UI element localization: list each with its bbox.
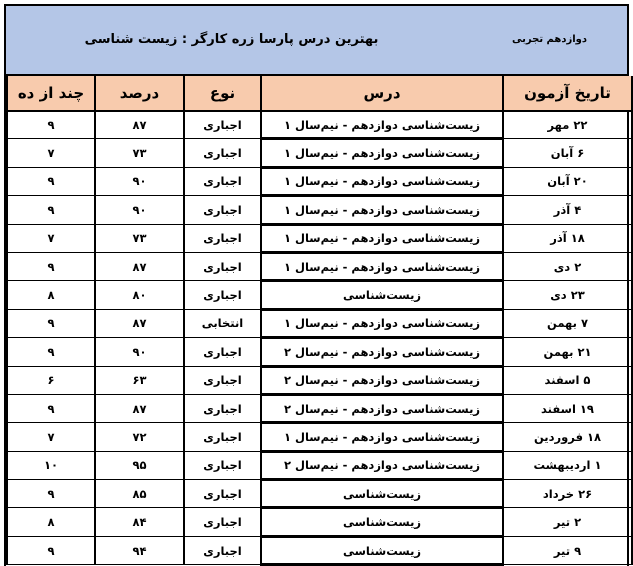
cell-type: اجباری — [184, 338, 261, 366]
cell-date: ۴ آذر — [503, 196, 632, 224]
cell-type: اجباری — [184, 167, 261, 195]
cell-course: زیست‌شناسی — [261, 281, 503, 309]
cell-date: ۹ تیر — [503, 536, 632, 564]
cell-type: اجباری — [184, 224, 261, 252]
cell-percent: ۸۷ — [95, 309, 184, 337]
cell-type: اجباری — [184, 394, 261, 422]
results-table — [6, 76, 633, 566]
results-sheet — [4, 4, 629, 566]
table-row — [7, 480, 632, 508]
table-row — [7, 423, 632, 451]
cell-score: ۹ — [7, 394, 95, 422]
cell-score: ۹ — [7, 338, 95, 366]
cell-percent: ۸۷ — [95, 111, 184, 139]
cell-course: زیست‌شناسی دوازدهم - نیم‌سال ۱ — [261, 111, 503, 139]
cell-date: ۲۲ مهر — [503, 111, 632, 139]
cell-date: ۱۸ فروردین — [503, 423, 632, 451]
cell-score: ۹ — [7, 111, 95, 139]
cell-percent: ۹۰ — [95, 196, 184, 224]
cell-score: ۸ — [7, 281, 95, 309]
cell-percent: ۸۴ — [95, 508, 184, 536]
table-row — [7, 167, 632, 195]
cell-type: اجباری — [184, 111, 261, 139]
table-row — [7, 139, 632, 167]
cell-date: ۲۶ خرداد — [503, 480, 632, 508]
cell-course: زیست‌شناسی — [261, 536, 503, 564]
cell-course: زیست‌شناسی دوازدهم - نیم‌سال ۲ — [261, 338, 503, 366]
cell-date: ۲۱ بهمن — [503, 338, 632, 366]
cell-score: ۹ — [7, 252, 95, 280]
cell-type: اجباری — [184, 423, 261, 451]
cell-percent: ۸۵ — [95, 480, 184, 508]
cell-percent: ۹۵ — [95, 451, 184, 479]
cell-course: زیست‌شناسی دوازدهم - نیم‌سال ۱ — [261, 423, 503, 451]
cell-course: زیست‌شناسی — [261, 480, 503, 508]
table-row — [7, 309, 632, 337]
column-header-type: نوع — [184, 76, 261, 111]
cell-course: زیست‌شناسی دوازدهم - نیم‌سال ۱ — [261, 167, 503, 195]
cell-percent: ۹۰ — [95, 338, 184, 366]
column-header-percent: درصد — [95, 76, 184, 111]
cell-course: زیست‌شناسی دوازدهم - نیم‌سال ۱ — [261, 252, 503, 280]
page-title: بهترین درس پارسا زره کارگر : زیست شناسی — [84, 32, 379, 47]
table-row — [7, 196, 632, 224]
cell-percent: ۶۳ — [95, 366, 184, 394]
cell-score: ۹ — [7, 309, 95, 337]
cell-type: اجباری — [184, 536, 261, 564]
cell-date: ۱ اردیبهشت — [503, 451, 632, 479]
cell-type: اجباری — [184, 508, 261, 536]
table-row — [7, 366, 632, 394]
cell-date: ۲۰ آبان — [503, 167, 632, 195]
title-banner — [6, 6, 627, 76]
cell-course: زیست‌شناسی دوازدهم - نیم‌سال ۱ — [261, 224, 503, 252]
column-header-date: تاریخ آزمون — [503, 76, 632, 111]
cell-date: ۲ دی — [503, 252, 632, 280]
table-row — [7, 252, 632, 280]
cell-score: ۱۰ — [7, 451, 95, 479]
cell-date: ۱۹ اسفند — [503, 394, 632, 422]
cell-percent: ۸۰ — [95, 281, 184, 309]
cell-score: ۹ — [7, 167, 95, 195]
cell-type: اجباری — [184, 480, 261, 508]
cell-type: اجباری — [184, 252, 261, 280]
cell-type: اجباری — [184, 451, 261, 479]
cell-type: اجباری — [184, 281, 261, 309]
cell-course: زیست‌شناسی دوازدهم - نیم‌سال ۱ — [261, 309, 503, 337]
cell-percent: ۹۴ — [95, 536, 184, 564]
cell-percent: ۹۰ — [95, 167, 184, 195]
table-row — [7, 394, 632, 422]
cell-type: اجباری — [184, 196, 261, 224]
cell-score: ۷ — [7, 139, 95, 167]
cell-type: اجباری — [184, 366, 261, 394]
table-row — [7, 281, 632, 309]
cell-date: ۵ اسفند — [503, 366, 632, 394]
cell-course: زیست‌شناسی دوازدهم - نیم‌سال ۲ — [261, 451, 503, 479]
cell-percent: ۷۲ — [95, 423, 184, 451]
cell-date: ۲ تیر — [503, 508, 632, 536]
cell-percent: ۸۷ — [95, 252, 184, 280]
column-header-score: چند از ده — [7, 76, 95, 111]
cell-course: زیست‌شناسی دوازدهم - نیم‌سال ۱ — [261, 196, 503, 224]
cell-date: ۷ بهمن — [503, 309, 632, 337]
table-row — [7, 224, 632, 252]
cell-score: ۹ — [7, 196, 95, 224]
cell-percent: ۷۳ — [95, 139, 184, 167]
cell-date: ۱۸ آذر — [503, 224, 632, 252]
table-row — [7, 536, 632, 564]
cell-type: اجباری — [184, 139, 261, 167]
cell-date: ۶ آبان — [503, 139, 632, 167]
cell-percent: ۸۷ — [95, 394, 184, 422]
cell-score: ۶ — [7, 366, 95, 394]
table-row — [7, 451, 632, 479]
cell-course: زیست‌شناسی دوازدهم - نیم‌سال ۲ — [261, 394, 503, 422]
cell-date: ۲۳ دی — [503, 281, 632, 309]
cell-course: زیست‌شناسی — [261, 508, 503, 536]
table-row — [7, 508, 632, 536]
cell-type: انتخابی — [184, 309, 261, 337]
column-header-course: درس — [261, 76, 503, 111]
grade-label: دوازدهم تجربی — [512, 34, 587, 45]
cell-course: زیست‌شناسی دوازدهم - نیم‌سال ۱ — [261, 139, 503, 167]
cell-score: ۹ — [7, 480, 95, 508]
cell-course: زیست‌شناسی دوازدهم - نیم‌سال ۲ — [261, 366, 503, 394]
table-row — [7, 338, 632, 366]
cell-score: ۷ — [7, 224, 95, 252]
cell-percent: ۷۳ — [95, 224, 184, 252]
cell-score: ۷ — [7, 423, 95, 451]
header-row — [7, 76, 632, 111]
cell-score: ۹ — [7, 536, 95, 564]
table-row — [7, 111, 632, 139]
cell-score: ۸ — [7, 508, 95, 536]
